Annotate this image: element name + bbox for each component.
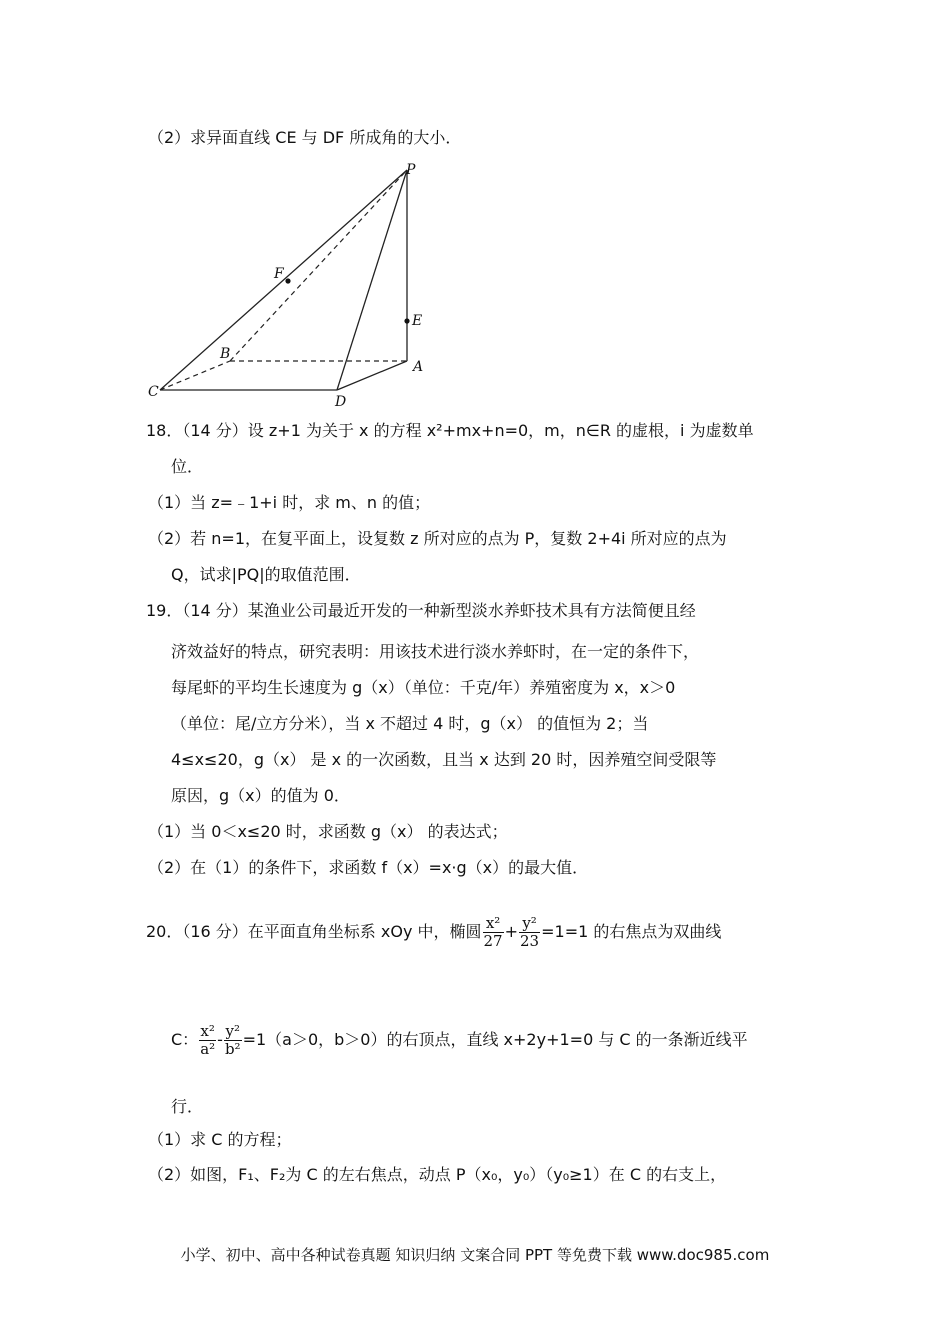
q20-tail1: =1 的右焦点为双曲线 xyxy=(564,922,722,941)
q20-part1: （1）求 C 的方程； xyxy=(148,1130,292,1149)
hyperbola-lead: C： xyxy=(171,1030,199,1049)
page-footer: 小学、初中、高中各种试卷真题 知识归纳 文案合同 PPT 等免费下载 www.doc985.com xyxy=(180,1246,770,1264)
point-F xyxy=(285,278,290,283)
geometry-figure xyxy=(140,160,440,410)
ellipse-equals: =1 xyxy=(541,922,565,941)
q18-line2: 位． xyxy=(171,457,204,476)
q20-lead: 20．（16 分）在平面直角坐标系 xOy 中，椭圆 xyxy=(146,922,482,941)
edge-DP xyxy=(337,170,407,390)
q18-part1: （1）当 z=﹣1+i 时，求 m、n 的值； xyxy=(148,493,431,512)
q20-part2: （2）如图，F₁、F₂为 C 的左右焦点，动点 P（x₀，y₀）（y₀≥1）在 C 的右支上， xyxy=(148,1165,727,1184)
q18-line1: 18．（14 分）设 z+1 为关于 x 的方程 x²+mx+n=0，m，n∈R 的虚根，i 为虚数单 xyxy=(146,421,754,440)
label-B: B xyxy=(220,346,231,362)
label-E: E xyxy=(412,313,423,329)
hyperbola-x-fraction: $\frac{\text{x²}}{\text{a²}}$ xyxy=(200,1022,216,1058)
q19-line3: 每尾虾的平均生长速度为 g（x）（单位：千克/年）养殖密度为 x，x＞0 xyxy=(171,678,676,697)
ellipse-y-fraction: $\frac{\text{y²}}{23}$ xyxy=(520,914,540,950)
label-F: F xyxy=(274,266,284,282)
q19-line1: 19．（14 分）某渔业公司最近开发的一种新型淡水养虾技术具有方法简便且经 xyxy=(146,601,696,620)
q19-line6: 原因，g（x）的值为 0． xyxy=(171,786,350,805)
q20-line1 xyxy=(146,912,721,952)
ellipse-x-fraction: $\frac{\text{x²}}{27}$ xyxy=(483,914,503,950)
label-A: A xyxy=(413,359,424,375)
q19-line4: （单位：尾/立方分米），当 x 不超过 4 时，g（x） 的值恒为 2；当 xyxy=(171,714,649,733)
edge-CB xyxy=(160,361,230,390)
q20-tail2: =1（a＞0，b＞0）的右顶点，直线 x+2y+1=0 与 C 的一条渐近线平 xyxy=(242,1030,748,1049)
q17-part2: （2）求异面直线 CE 与 DF 所成角的大小． xyxy=(148,128,462,147)
q20-line2 xyxy=(171,1020,748,1060)
q19-line2: 济效益好的特点，研究表明：用该技术进行淡水养虾时，在一定的条件下， xyxy=(171,642,700,661)
q20-line3: 行． xyxy=(171,1097,204,1116)
label-P: P xyxy=(406,162,416,178)
minus-sign: - xyxy=(217,1030,223,1049)
label-D: D xyxy=(335,394,347,410)
pyramid-diagram xyxy=(140,160,440,410)
point-E xyxy=(404,318,409,323)
plus-sign: + xyxy=(504,922,519,941)
edge-BP xyxy=(230,170,407,361)
q19-part1: （1）当 0＜x≤20 时，求函数 g（x） 的表达式； xyxy=(148,822,508,841)
edge-DA xyxy=(337,361,407,390)
hyperbola-y-fraction: $\frac{\text{y²}}{\text{b²}}$ xyxy=(224,1022,241,1058)
q18-part2-line2: Q，试求|PQ|的取值范围． xyxy=(171,565,361,584)
label-C: C xyxy=(148,384,159,400)
q19-line5: 4≤x≤20，g（x） 是 x 的一次函数，且当 x 达到 20 时，因养殖空间受限等 xyxy=(171,750,717,769)
q19-part2: （2）在（1）的条件下，求函数 f（x）=x·g（x）的最大值． xyxy=(148,858,589,877)
q18-part2-line1: （2）若 n=1，在复平面上，设复数 z 所对应的点为 P，复数 2+4i 所对应的点为 xyxy=(148,529,727,548)
